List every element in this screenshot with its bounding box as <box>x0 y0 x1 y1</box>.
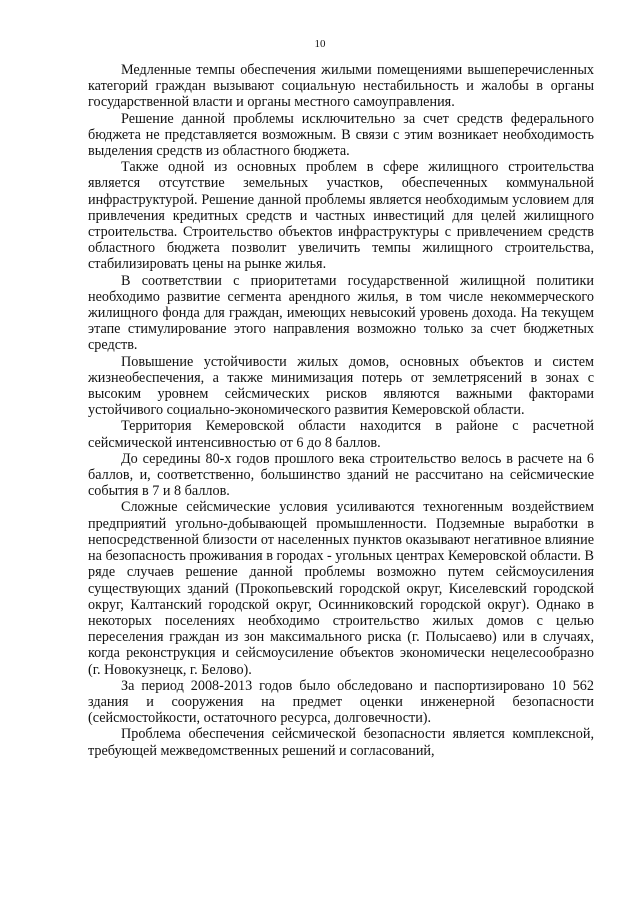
paragraph-seismic-intensity: Территория Кемеровской области находится в районе с расчетной сейсмической интенсивностью от 6 до 8 баллов. <box>88 418 594 451</box>
document-body <box>88 62 594 759</box>
paragraph-land-plots: Также одной из основных проблем в сфере жилищного строительства является отсутствие земельных участков, обеспеченных коммунальной инфраструктурой. Решение данной проблемы является необходимым условием для привлечения кредитных средств и частных инвестиций для целей жилищного строительства. Строительство объектов инфраструктуры с привлечением средств областного бюджета позволит увеличить темпы жилищного строительства, стабилизировать цены на рынке жилья. <box>88 159 594 273</box>
paragraph-seismic-resilience: Повышение устойчивости жилых домов, основных объектов и систем жизнеобеспечения, а также минимизация потерь от землетрясений в зонах с высоким уровнем сейсмических рисков являются важными факторами устойчивого социально-экономического развития Кемеровской области. <box>88 353 594 419</box>
page-number: 10 <box>314 38 326 50</box>
paragraph-federal-budget: Решение данной проблемы исключительно за счет средств федерального бюджета не представляется возможным. В связи с этим возникает необходимость выделения средств из областного бюджета. <box>88 110 594 160</box>
paragraph-seismic-safety: Проблема обеспечения сейсмической безопасности является комплексной, требующей межведомственных решений и согласований, <box>88 726 594 759</box>
paragraph-construction-history: До середины 80-х годов прошлого века строительство велось в расчете на 6 баллов, и, соответственно, большинство зданий не рассчитано на сейсмические события в 7 и 8 баллов. <box>88 450 594 500</box>
paragraph-housing-provision: Медленные темпы обеспечения жилыми помещениями вышеперечисленных категорий граждан вызывают социальную нестабильность и жалобы в органы государственной власти и органы местного самоуправления. <box>88 62 594 111</box>
paragraph-rental-housing: В соответствии с приоритетами государственной жилищной политики необходимо развитие сегмента арендного жилья, в том числе некоммерческого жилищного фонда для граждан, имеющих невысокий уровень дохода. На текущем этапе стимулирование этого направления возможно только за счет бюджетных средств. <box>88 272 594 354</box>
paragraph-building-survey: За период 2008-2013 годов было обследовано и паспортизировано 10 562 здания и сооружения на предмет оценки инженерной безопасности (сейсмостойкости, остаточного ресурса, долговечности). <box>88 677 594 727</box>
paragraph-mining-impact: Сложные сейсмические условия усиливаются техногенным воздействием предприятий угольно-добывающей промышленности. Подземные выработки в непосредственной близости от населенных пунктов оказывают негативное влияние на безопасность проживания в городах - угольных центрах Кемеровской области. В ряде случаев решение данной проблемы возможно путем сейсмоусиления существующих зданий (Прокопьевский городской округ, Киселевский городской округ, Калтанский городской округ, Осинниковский городской округ). Однако в некоторых поселениях необходимо строительство жилых домов с целью переселения граждан из зон максимального риска (г. Полысаево) или в случаях, когда реконструкция и сейсмоусиление объектов экономически нецелесообразно (г. Новокузнецк, г. Белово). <box>88 499 594 678</box>
